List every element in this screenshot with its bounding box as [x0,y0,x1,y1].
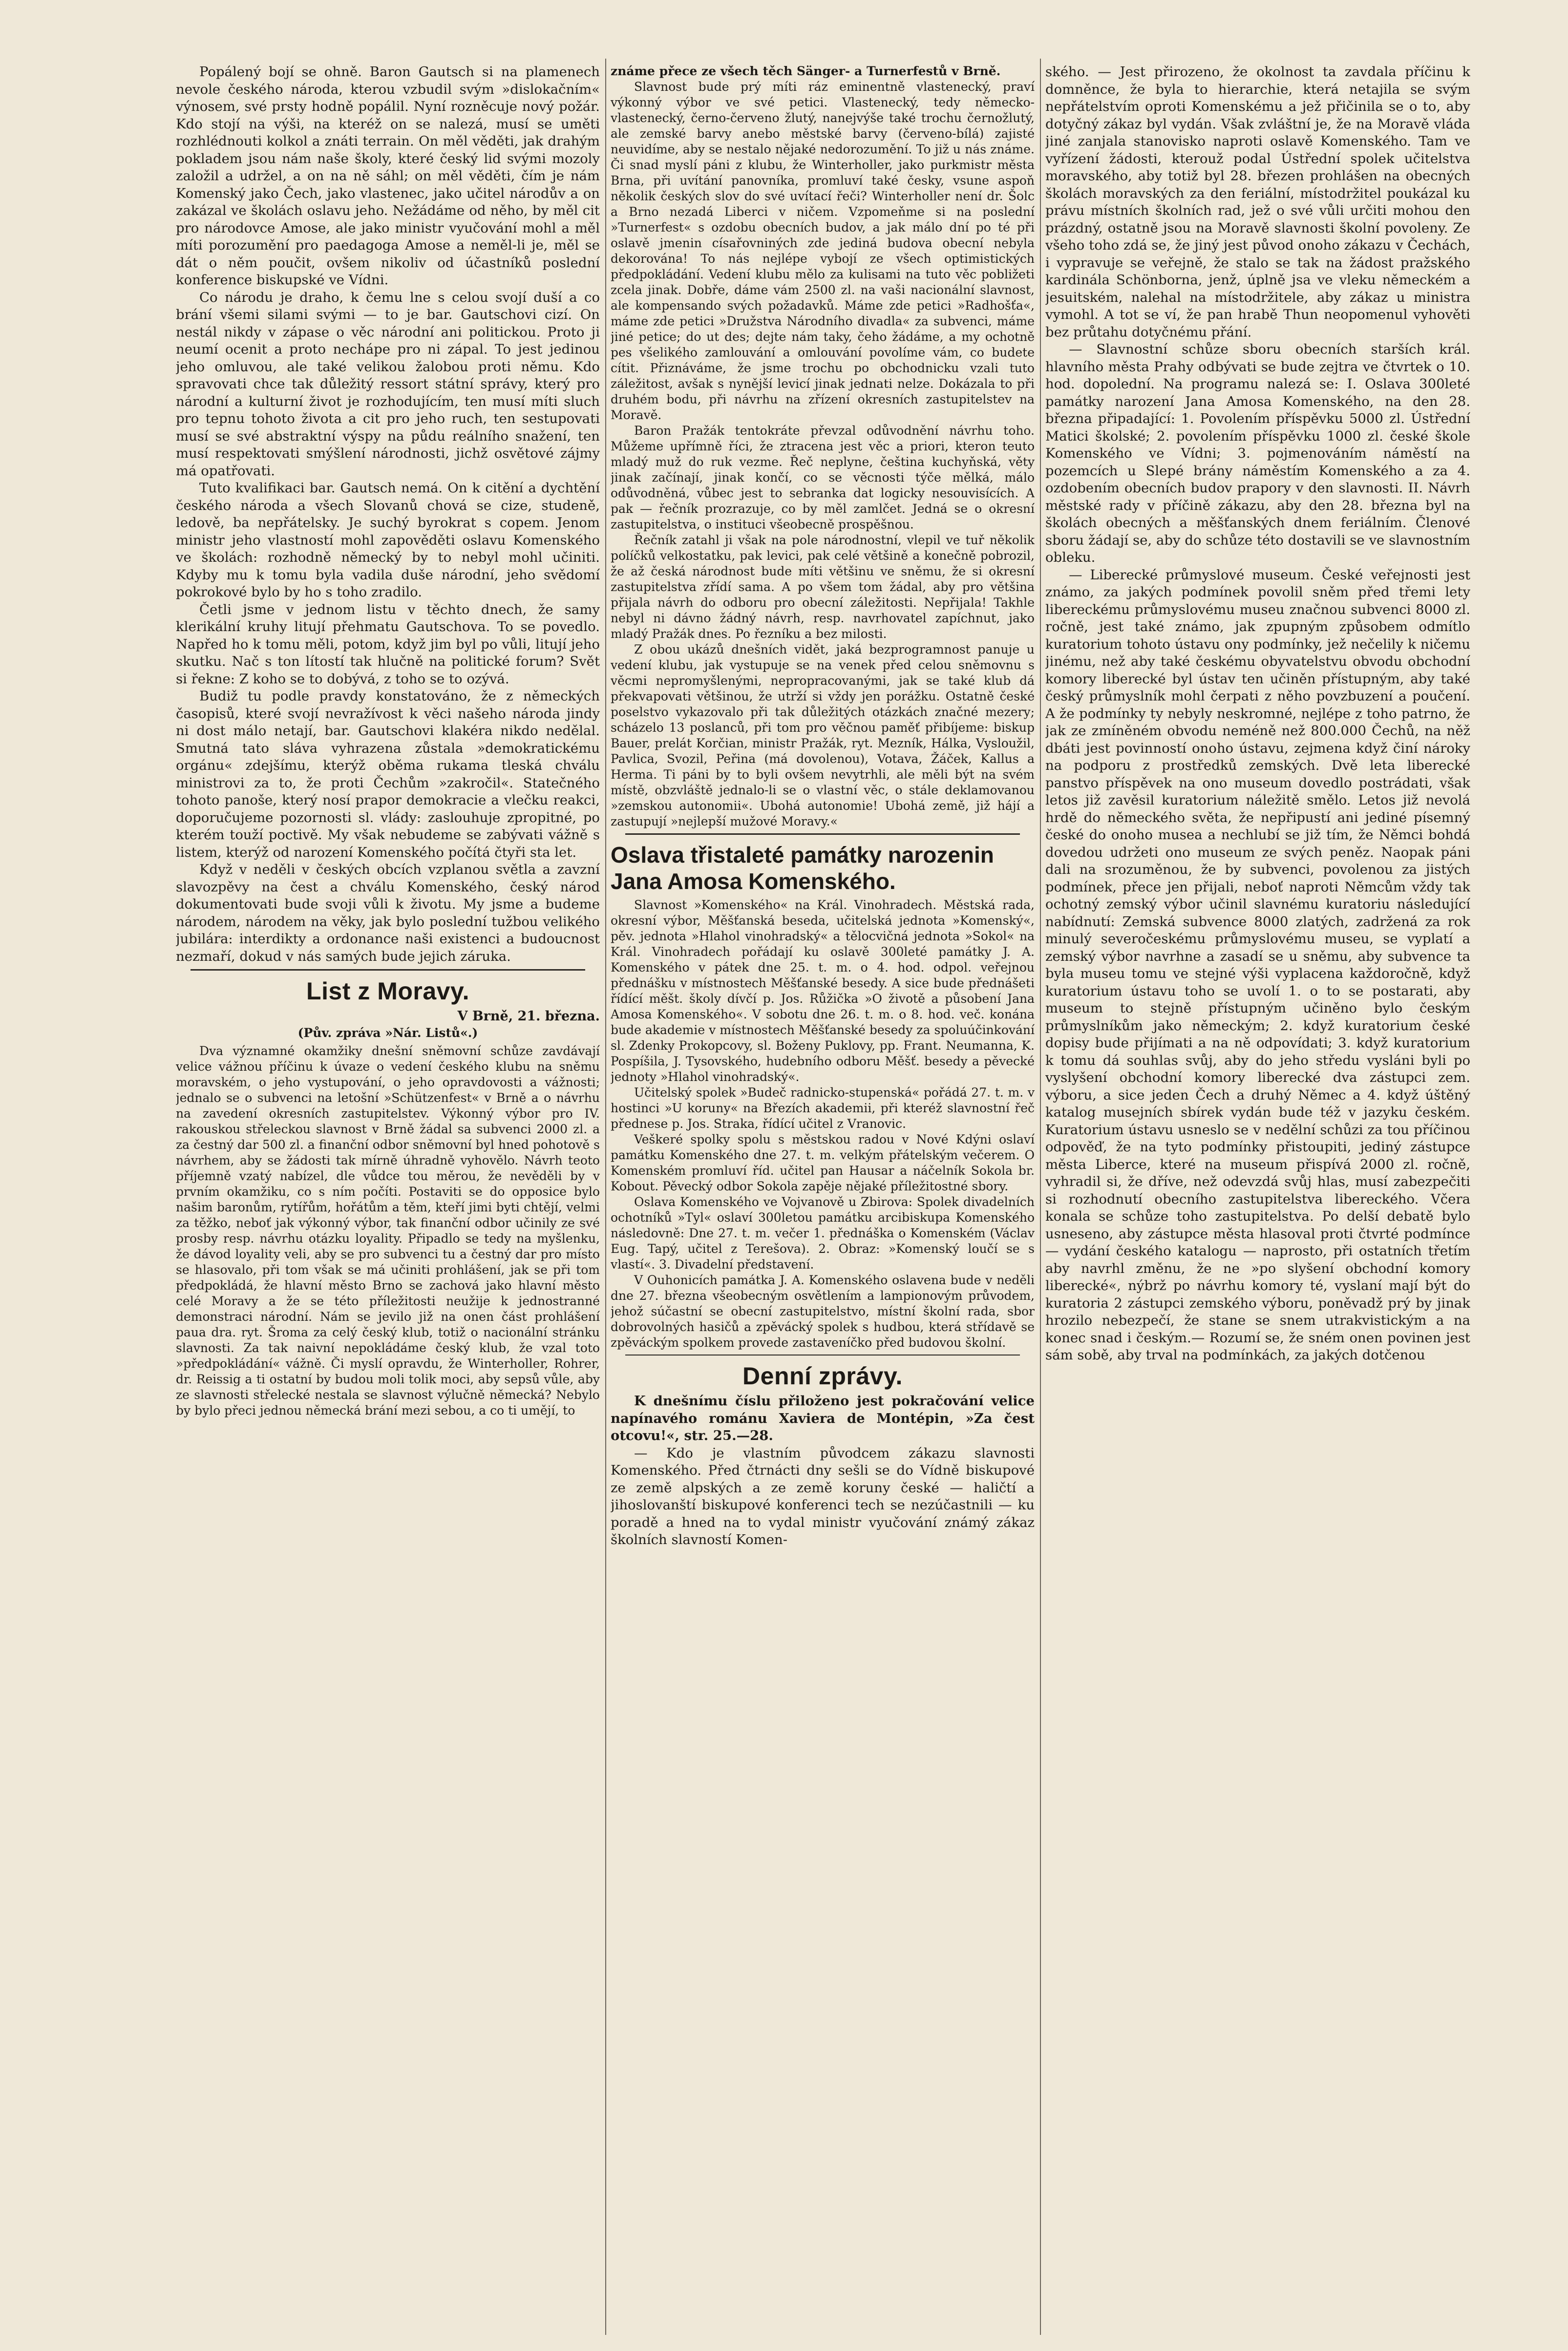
headline-oslava-komenskeho: Oslava třistaleté památky narozenin Jana Amosa Komenského. [611,842,994,894]
article-paragraph: — Slavnostní schůze sboru obecních starších král. hlavního města Prahy odbývati se bude zejtra ve čtvrtek o 10. hod. dopolední. Na programu nalezá se: I. Oslava 300leté památky narození Jana Amosa Komenského, na den 28. března připadající: 1. Povolením příspěvku 5000 zl. Ústřední Matici školské; 2. povolením příspěvku 1000 zl. české škole Komenského ve Vídni; 3. pojmenováním náměstí na pozemcích u Slepé brány náměstím Komenského a za 4. ozdobením obecních budov prapory v den slavnosti. II. Návrh městské rady v příčině zákazu, aby den 28. března byl na školách obecných a měšťanských dnem feriálním. Členové sboru žádají se, aby do schůze této dostavili se ve slavnostním obleku. [1045,341,1470,565]
article-paragraph: známe přece ze všech těch Sänger- a Turnerfestů v Brně. [611,64,1001,78]
article-paragraph: Tuto kvalifikaci bar. Gautsch nemá. On k citění a dychtění českého národa a všech Slovanů chová se cize, studeně, ledově, ba nepřátelsky. Je suchý byrokrat s copem. Jenom ministr jeho vlastností mohl zapověděti oslavu Komenského ve školách: rozhodně německý by to nebyl mohl učiniti. Kdyby mu k tomu byla vadila duše národní, jeho svědomí pokrokové bylo by ho s toho zradilo. [176,480,600,600]
article-paragraph: K dnešnímu číslu přiloženo jest pokračování velice napínavého románu Xaviera de Montépin, »Za čest otcovu!«, str. 25.—28. [611,1393,1035,1443]
article-paragraph: — Kdo je vlastním původcem zákazu slavnosti Komenského. Před čtrnácti dny sešli se do Vídně biskupové ze země alpských a ze země koruny české — haličtí a jihoslovanští biskupové konferenci tech se nezúčastnili — ku poradě a hned na to vydal ministr vyučování známý zákaz školních slavností Komen- [611,1445,1035,1547]
byline: (Pův. zpráva »Nár. Listů«.) [297,1026,478,1040]
column-3 [1045,64,1470,2330]
section-separator [625,1355,1020,1356]
section-separator [625,833,1020,835]
column-2 [611,64,1035,2330]
article-paragraph: V Ouhonicích památka J. A. Komenského oslavena bude v neděli dne 27. března všeobecným osvětlením a lampionovým průvodem, jehož súčastní se obecní zastupitelstvo, místní školní rada, sbor dobrovolných hasičů a zpěvácký spolek s hudbou, která střídavě se zpěváckým spolkem provede zastaveníčko před budovou školní. [611,1273,1035,1350]
column-1 [176,64,600,2330]
article-paragraph: Slavnost »Komenského« na Král. Vinohradech. Městská rada, okresní výbor, Měšťanská beseda, učitelská jednota »Komenský«, pěv. jednota »Hlahol vinohradský« a tělocvičná jednota »Sokol« na Král. Vinohradech pořádají ku oslavě 300leté památky J. A. Komenského v pátek dne 25. t. m. o 4. hod. odpol. veřejnou přednášku v místnostech Měšťanské besedy. A sice bude přednášeti řídící měšt. školy dívčí p. Jos. Růžička »O životě a působení Jana Amosa Komenského«. V sobotu dne 26. t. m. o 8. hod. več. konána bude akademie v místnostech Měšťanské besedy za spoluúčinkování sl. Zdenky Prokopcovy, sl. Boženy Puklovy, pp. Frant. Neumanna, K. Pospíšila, J. Tysovského, hudebního odboru Měšť. besedy a pěvecké jednoty »Hlahol vinohradský«. [611,898,1035,1084]
dateline: V Brně, 21. března. [457,1009,600,1024]
article-paragraph: Baron Pražák tentokráte převzal odůvodnění návrhu toho. Můžeme upřímně říci, že ztracena jest věc a priori, kteron teuto mladý muž do ruk vezme. Řeč neplyne, čeština kuchyňská, věty jinak začínají, jinak končí, co se věcnosti týče mělká, málo odůvodněná, vůbec jest to sebranka dat logicky nesouvisících. A pak — řečník prozrazuje, co by měl zamlčet. Jedná se o okresní zastupitelstva, o instituci všeobecně prospěšnou. [611,424,1035,531]
article-paragraph: ského. — Jest přirozeno, že okolnost ta zavdala příčinu k domněnce, že byla to hierarchie, která netajila se svým nepřátelstvím oproti Komenskému a jež přičinila se o to, aby dotyčný zákaz byl vydán. Však zvláštní je, že na Moravě vláda jiné zanjala stanovisko naproti oslavě Komenského. Tam ve vyřízení žádosti, kterouž podal Ústřední spolek učitelstva moravského, aby totiž byl 28. březen prohlášen na obecných školách moravských za den feriální, místodržitel poukázal ku právu místních školních rad, jež o své vůli určiti mohou den prázdný, ostatně jsou na Moravě slavnosti školní povoleny. Ze všeho toho zdá se, že jiný jest původ onoho zákazu v Čechách, i vypravuje se veřejně, že stalo se tak na žádost pražského kardinála Schönborna, jenž, úplně jsa ve vleku německém a jesuitském, nalehal na místodržitele, aby zákaz u ministra vymohl. A tot se ví, že pan hrabě Thun neopomenul vyhověti bez průtahu dotyčnému přání. [1045,64,1470,340]
article-paragraph: Budiž tu podle pravdy konstatováno, že z německých časopisů, které svojí nevražívost k věci našeho národa jindy ni dost málo netají, bar. Gautschovi klakéra nikdo nedělal. Smutná tato sláva vyhrazena zůstala »demokratickému orgánu« zdejšímu, kterýž oběma rukama tleská chválu ministrovi za to, že proti Čechům »zakročil«. Statečného tohoto panoše, který nosí prapor demokracie a vlečku reakci, doporučujeme pozornosti sl. vlády: zaslouhuje zpropitné, po kterém touží poctivě. My však nebudeme se zabývati vážně s listem, kterýž od narození Komenského počítá čtyři sta let. [176,688,600,860]
article-paragraph: Co národu je draho, k čemu lne s celou svojí duší a co brání všemi silami svými — to je bar. Gautschovi cizí. On nestál nikdy v zápase o věc národní ani politickou. Proto ji neumí ocenit a proto nechápe pro ni zápal. To jest jedinou jeho omluvou, ale také velikou žalobou proti němu. Kdo spravovati chce tak důležitý ressort státní správy, který pro národní a kulturní život je rozhodujícím, ten musí míti sluch pro tepnu tohoto života a cit pro jeho ruch, ten sestupovati musí se své abstraktní výspy na půdu reálního snažení, ten musí respektovati smýšlení národnosti, jichž osvětové zájmy má opatřovati. [176,289,600,479]
column-rule-left [605,59,606,2335]
article-paragraph: Oslava Komenského ve Vojvanově u Zbirova: Spolek divadelních ochotníků »Tyl« oslaví 300letou památku arcibiskupa Komenského následovně: Dne 27. t. m. večer 1. přednáška o Komenském (Václav Eug. Tapý, učitel z Terešova). 2. Obraz: »Komenský loučí se s vlastí«. 3. Divadelní představení. [611,1195,1035,1271]
article-paragraph: — Liberecké průmyslové museum. České veřejnosti jest známo, za jakých podmínek povolil sněm před třemi lety libereckému průmyslovému museu značnou subvenci 8000 zl. ročně, jest také známo, jak zpupným způsobem odmítlo kuratorium tohoto ústavu ony podmínky, jež nečelily k ničemu jinému, než aby také českému obyvatelstvu obvodu obchodní komory liberecké byl ústav ten učiněn přístupným, aby také český průmyslník mohl čerpati z něho povzbuzení a poučení. A že podmínky ty nebyly neskromné, nejlépe z toho patrno, že jak ze zmíněném obvodu neméně než 800.000 Čechů, na něž dbáti jest povinností onoho ústavu, zejmena když činí nároky na podporu z prostředků zemských. Dvě leta liberecké panstvo příspěvek na ono museum dovedlo postrádati, však letos již zavěsil kuratorium náležitě smělo. Letos již nevolá hrdě do německého světa, že nepřipustí ani jediné písemný české do onoho musea a nechlubí se již tím, že Němci bohdá dovedou udržeti ono museum ze svých peněz. Naopak páni dali na srozuměnou, že by subvenci, povolenou za jistých podmínek, přece jen přijali, neboť naproti Němcům vždy tak ochotný zemský výbor učinil slavnému kuratoriu následující nabídnutí: Zemská subvence 8000 zlatých, zadržená za rok minulý severočeskému průmyslovému museu, se vyplatí a zemský výbor navrhne a zasadí se u sněmu, aby subvence ta byla museu tomu ve stejné výši vyplacena každoročně, když kuratorium ústavu toho se uvolí 1. o to se postarati, aby museum to stejně přístupným učiněno bylo českým průmyslníkům jako německým; 2. když kuratorium české dopisy bude přijímati a na ně odpovídati; 3. když kuratorium k tomu dá souhlas svůj, aby do jeho středu vysláni byli po vyslyšení obchodní komory liberecké dva zástupci zem. výboru, a sice jeden Čech a druhý Němec a 4. když úštěný katalog musejních sbírek vydán bude též v jazyku českém. Kuratorium ústavu usneslo se v nedělní schůzi za tou příčinou odpověď, že na tyto podmínky přistoupiti, jediný zástupce města Liberce, které na museum přispívá 2000 zl. ročně, vyhradil si, že dříve, než odevzdá svůj hlas, musí zabezpečiti si rozhodnutí obecního zastupitelstva libereckého. Včera konala se schůze toho zastupitelstva. Po delší debatě bylo usneseno, aby zástupce města hlasoval proti čtvrté podmínce — vydání českého katalogu — naprosto, při ostatních třetím aby navrhl změnu, že ne »po slyšení obchodní komory liberecké«, nýbrž po návrhu komory té, vyslaní mají být do kuratoria 2 zástupci zemského výboru, poněvadž prý by jinak hrozilo nebezpečí, že stane se snem utrakvistickým a na konec snad i českým.— Rozumí se, že sném onen povinen jest sám sobě, aby trval na podmínkách, za jakých dotčenou [1045,567,1470,1363]
article-paragraph: Když v neděli v českých obcích vzplanou světla a zavzní slavozpěvy na čest a chválu Komenského, český národ dokumentovati bude svoji vůli k životu. My jsme a budeme národem, národem na věky, jak bylo poslední tužbou velikého jubilára: interdikty a ordonance naši existenci a budoucnost nezmaří, dokud v nás samých bude jejich záruka. [176,862,600,964]
article-paragraph: Z obou ukázů dnešních vidět, jaká bezprogramnost panuje u vedení klubu, jak vystupuje se na venek před celou sněmovnu s věcmi nepromyšlenými, nepropracovanými, jak se také klub dá překvapovati většinou, že utrží si vždy jen porážku. Ostatně české poselstvo vykazovalo při tak důležitých otázkách značné mezery; scházelo 13 poslanců, při tom pro věčnou paměť přibíjeme: biskup Bauer, prelát Korčian, ministr Pražák, ryt. Mezník, Hálka, Vysloužil, Pavlica, Svozil, Peřina (má dovolenou), Votava, Žáček, Kallus a Herma. Ti páni by to byli ovšem nevytrhli, ale měli být na svém místě, obzvláště jednalo-li se o vlastní věc, o stále deklamovanou »zemskou autonomii«. Ubohá autonomie! Ubohá země, již hájí a zastupují »nejlepší mužové Moravy.« [611,642,1035,828]
article-paragraph: Veškeré spolky spolu s městskou radou v Nové Kdýni oslaví památku Komenského dne 27. t. m. velkým přátelským večerem. O Komenském promluví říd. učitel pan Hausar a náčelník Sokola br. Kobout. Pěvecký odbor Sokola zapěje nějaké příležitostné sbory. [611,1132,1035,1193]
headline-list-z-moravy: List z Moravy. [306,977,469,1005]
article-paragraph: Řečník zatahl ji však na pole národnostní, vlepil ve tuř několik políčků velkostatku, pak levici, pak celé většině a konečně pobrozil, že až česká národnost bude míti většinu ve sněmu, že si okresní zastupitelstva zřídí sama. A po všem tom žádal, aby pro většina přijala návrh do odboru pro obecní záležitosti. Nepřijala! Takhle nebyl ni dávno žádný návrh, resp. navrhovatel zapíchnut, jako mladý Pražák dnes. Po řezníku a bez milosti. [611,533,1035,641]
article-paragraph: Učitelský spolek »Budeč radnicko-stupenská« pořádá 27. t. m. v hostinci »U koruny« na Březích akademii, při kteréž slavnostní řeč přednese p. Jos. Straka, řídící učitel z Vranovic. [611,1085,1035,1131]
article-paragraph: Slavnost bude prý míti ráz eminentně vlastenecký, praví výkonný výbor ve své petici. Vlastenecký, tedy německo-vlastenecký, černo-červeno žlutý, nanejvýše také trochu černožlutý, ale zemské barvy anebo městské barvy (červeno-bílá) zajisté neuvidíme, aby se nestalo nějaké nedorozumění. To již u nás známe. Či snad myslí páni z klubu, že Winterholler, jako purkmistr města Brna, při uvítání panovníka, promluví také česky, vsune aspoň několik českých slov do své uvítací řeči? Winterholler není dr. Šolc a Brno nezadá Liberci v ničem. Vzpomeňme si na poslední »Turnerfest« s ozdobu obecních budov, a jak málo dní po té při oslavě jmenin císařovniných zde jediná budova obecní nebyla dekorována! To nás nejlépe vybojí ze všech optimistických předpokládání. Vedení klubu mělo za kulisami na tuto věc pobližeti zcela jinak. Dobře, dáme vám 2500 zl. na vaši nacionální slavnost, ale kompensando svých požadavků. Máme zde petici »Radhošťa«, máme zde petici »Družstva Národního divadla« za subvenci, máme jiné petice; do ut des; dejte nám taky, čeho žádáme, a my ochotně pes všelikého zamlouvání a omlouvání povolíme vám, co budete cítit. Přiznáváme, že jsme trochu po obchodnicku vzali tuto záležitost, avšak s nynější levicí jinak jednati nelze. Dokázala to při druhém bodu, při návrhu na zřízení okresních zastupitelstev na Moravě. [611,80,1035,422]
headline-denni-zpravy: Denní zprávy. [742,1362,903,1390]
article-paragraph: Dva významné okamžiky dnešní sněmovní schůze zavdávají velice vážnou příčinu k úvaze o vedení českého klubu na sněmu moravském, o jeho vystupování, o jeho opravdovosti a vážnosti; jednalo se o subvenci na letošní »Schützenfest« v Brně a o návrhu na zavedení okresních zastupitelstev. Výkonný výbor pro IV. rakouskou střeleckou slavnost v Brně žádal sa subvenci 2000 zl. a za čestný dar 500 zl. a finanční odbor sněmovní byl hned pohotově s návrhem, aby se žádosti tak mírně úhradně vyhovělo. Návrh teoto příjemně vzatý nabízel, dle vůdce tou měrou, že nevěděli by v prvním okamžiku, co s ním počíti. Postaviti se do opposice bylo našim baronům, rytířům, hořátům a těm, kteří jimi byti chtějí, velmi za těžko, neboť jak výkonný výbor, tak finanční odbor učinily ze své prosby resp. návrhu otázku loyality. Připadlo se tedy na myšlenku, že dávod loyality veli, aby se pro subvenci tu a čestný dar pro místo se hlasovalo, při tom však se má učiniti prohlášení, jak se při tom předpokládá, že hlavní město Brno se zachová jako hlavní město celé Moravy a že se této příležitosti neužije k jednostranné demonstraci národní. Nám se jevilo již na onen část prohlášení paua dra. ryt. Šroma za celý český klub, totiž o nacionální stránku slavnosti. Za tak naivní nepokládáme český klub, že vzal toto »předpokládání« vážně. Či myslí opravdu, že Winterholler, Rohrer, dr. Reissig a ti ostatní by budou moli tolik moci, aby sepsů vůle, aby ze slavnosti střelecké nestala se slavnost výlučně německá? Nebylo by bylo přeci jednou německá brání mezi sebou, a co ti umějí, to [176,1044,600,1418]
column-rule-right [1040,59,1041,2335]
section-separator [191,969,585,971]
article-paragraph: Četli jsme v jednom listu v těchto dnech, že samy klerikální kruhy litují přehmatu Gautschova. To se povedlo. Napřed ho k tomu měli, potom, když jim byl po vůli, litují jeho skutku. Nač s ton lítostí tak hlučně na politické forum? Svět si řekne: Z koho se to dobývá, z toho se to ozývá. [176,601,600,687]
lead-paragraph: Popálený bojí se ohně. Baron Gautsch si na plamenech nevole českého národa, kterou vzbudil svým »dislokačním« výnosem, své prsty hodně popálil. Nyní rozněcuje nový požár. Kdo stojí na výši, na kteréž on se nalezá, musí se uměti rozhlédnouti kolkol a znáti terrain. On měl věděti, jak drahým pokladem jsou nám naše školy, které český lid svými mozoly založil a udržel, a on na ně sáhl; on měl věděti, čím je nám Komenský jako Čech, jako vlastenec, jako učitel národův a on zakázal ve školách oslavu jeho. Nežádáme od něho, by měl cit pro národovce Amose, ale jako ministr vyučování mohl a měl míti porozumění pro paedagoga Amose a neměl-li je, měl se dát o něm poučit, ovšem nikoliv od účastníků poslední konference biskupské ve Vídni. [176,64,600,288]
